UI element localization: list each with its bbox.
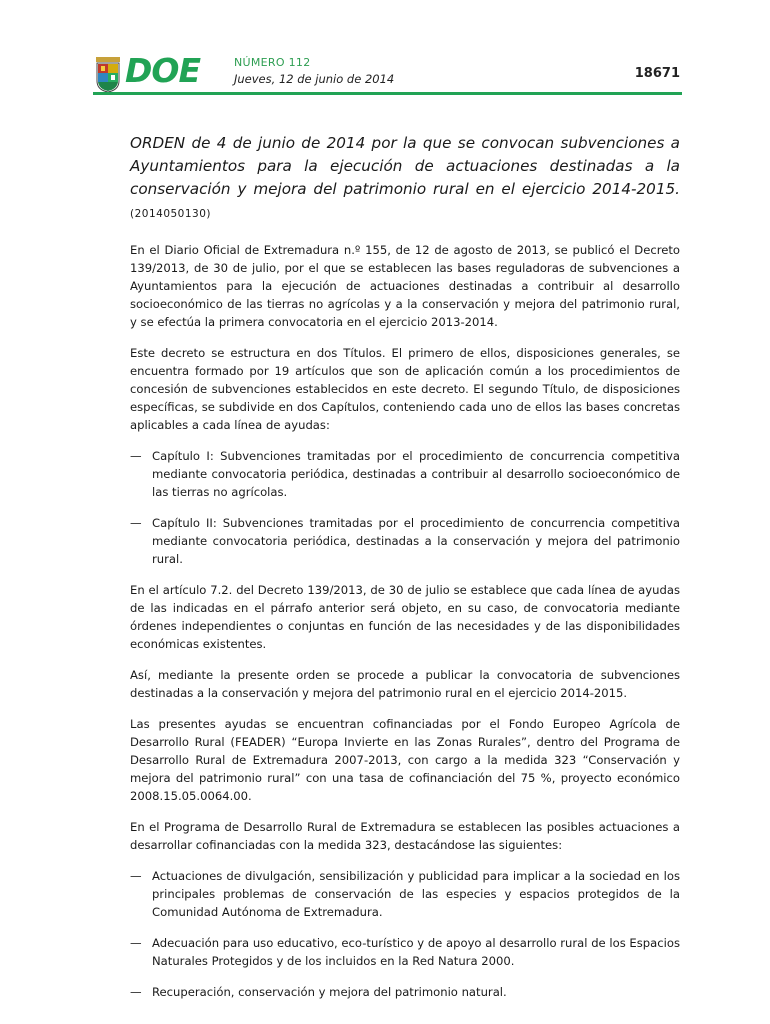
list-item <box>130 447 680 501</box>
list-item-text: Capítulo II: Subvenciones tramitadas por el procedimiento de concurrencia competitiva mediante convocatoria periódica, destinadas a la conservación y mejora del patrimonio rural. <box>152 516 680 566</box>
list-item-text: Capítulo I: Subvenciones tramitadas por el procedimiento de concurrencia competitiva mediante convocatoria periódica, destinadas a contribuir al desarrollo socioeconómico de las tierras no agrícolas. <box>152 449 680 499</box>
list-item <box>130 514 680 568</box>
dash-marker: — <box>130 869 142 883</box>
doe-logo <box>125 51 221 90</box>
dash-marker: — <box>130 936 142 950</box>
dash-marker: — <box>130 516 142 530</box>
document-body <box>130 132 680 1014</box>
page-number: 18671 <box>634 66 680 81</box>
page-header <box>93 51 682 94</box>
title-text: ORDEN de 4 de junio de 2014 por la que se convocan subvenciones a Ayuntamientos para la ejecución de actuaciones destinadas a la conservación y mejora del patrimonio rural en el ejercicio 2014-2015. <box>130 134 680 198</box>
dash-marker: — <box>130 985 142 999</box>
list-item-text: Recuperación, conservación y mejora del patrimonio natural. <box>152 985 507 999</box>
paragraph: En el artículo 7.2. del Decreto 139/2013, de 30 de julio se establece que cada línea de ayudas de las indicadas en el párrafo anterior será objeto, en su caso, de convocatoria mediante órdenes independientes o conjuntas en función de las necesidades y de las disponibilidades económicas existentes. <box>130 583 680 651</box>
dash-marker: — <box>130 449 142 463</box>
list-item-text: Adecuación para uso educativo, eco-turístico y de apoyo al desarrollo rural de los Espacios Naturales Protegidos y de los incluidos en la Red Natura 2000. <box>152 936 680 968</box>
coat-of-arms-icon <box>93 57 123 93</box>
list-item <box>130 934 680 970</box>
list-item <box>130 867 680 921</box>
publication-date: Jueves, 12 de junio de 2014 <box>234 72 395 86</box>
issue-number: NÚMERO 112 <box>234 56 311 69</box>
paragraph: En el Programa de Desarrollo Rural de Extremadura se establecen las posibles actuaciones a desarrollar cofinanciadas con la medida 323, destacándose las siguientes: <box>130 820 680 852</box>
paragraph: Así, mediante la presente orden se procede a publicar la convocatoria de subvenciones destinadas a la conservación y mejora del patrimonio rural en el ejercicio 2014-2015. <box>130 668 680 700</box>
title-code: (2014050130) <box>130 208 211 220</box>
header-divider <box>93 92 682 95</box>
paragraph: En el Diario Oficial de Extremadura n.º 155, de 12 de agosto de 2013, se publicó el Decreto 139/2013, de 30 de julio, por el que se establecen las bases reguladoras de subvenciones a Ayuntamientos para la ejecución de actuaciones destinadas a contribuir al desarrollo socioeconómico de las tierras no agrícolas y a la conservación y mejora del patrimonio rural, y se efectúa la primera convocatoria en el ejercicio 2013-2014. <box>130 243 680 329</box>
logo-text: DOE <box>125 51 200 90</box>
paragraph: Este decreto se estructura en dos Títulos. El primero de ellos, disposiciones generales, se encuentra formado por 19 artículos que son de aplicación común a los procedimientos de concesión de subvenciones establecidos en este decreto. El segundo Título, de disposiciones específicas, se subdivide en dos Capítulos, conteniendo cada uno de ellos las bases concretas aplicables a cada línea de ayudas: <box>130 346 680 432</box>
paragraph: Las presentes ayudas se encuentran cofinanciadas por el Fondo Europeo Agrícola de Desarrollo Rural (FEADER) “Europa Invierte en las Zonas Rurales”, dentro del Programa de Desarrollo Rural de Extremadura 2007-2013, con cargo a la medida 323 “Conservación y mejora del patrimonio rural” con una tasa de cofinanciación del 75 %, proyecto económico 2008.15.05.0064.00. <box>130 717 680 803</box>
list-item-text: Actuaciones de divulgación, sensibilización y publicidad para implicar a la sociedad en los principales problemas de conservación de las especies y espacios protegidos de la Comunidad Autónoma de Extremadura. <box>152 869 680 919</box>
document-title <box>130 132 680 226</box>
list-item <box>130 983 680 1001</box>
